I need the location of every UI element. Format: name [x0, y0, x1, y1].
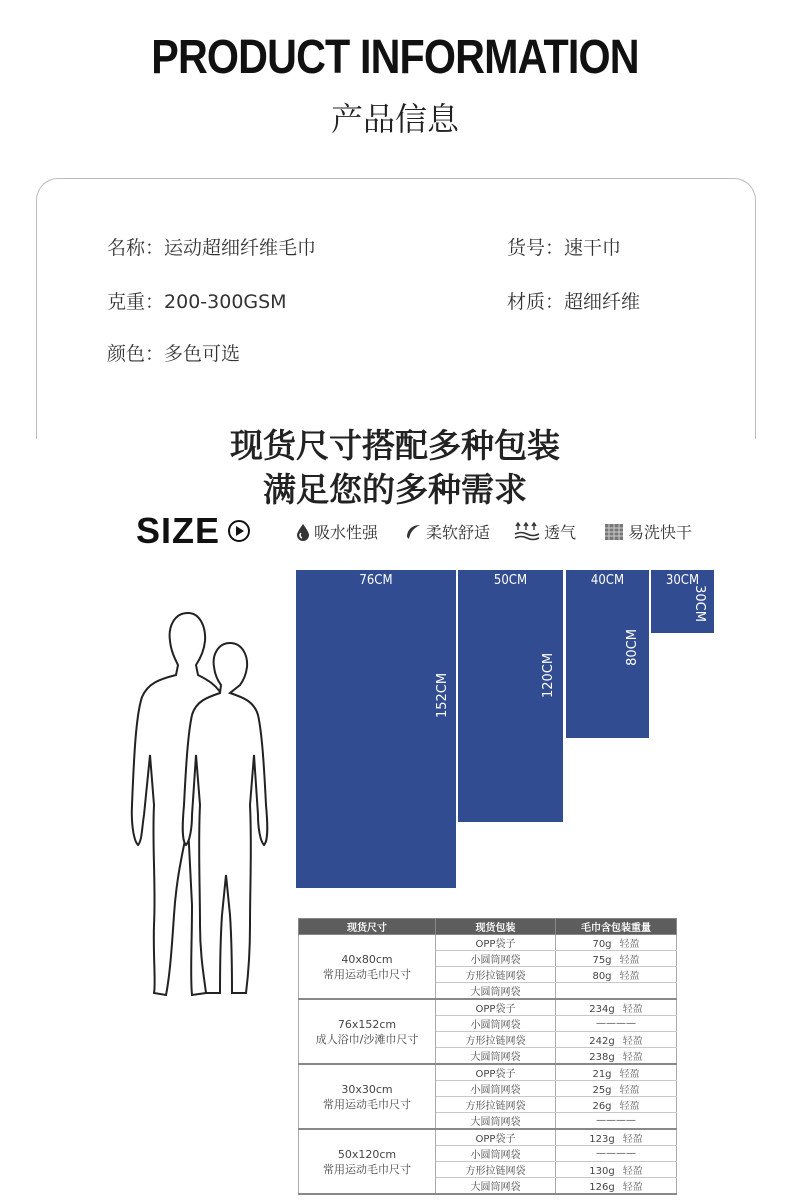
water-drop-icon: [296, 523, 310, 541]
pack-cell: 方形拉链网袋: [436, 1032, 556, 1048]
size-cell: 40x80cm 常用运动毛巾尺寸: [299, 935, 436, 1000]
pack-cell: 小圆筒网袋: [436, 1081, 556, 1097]
human-silhouettes: [126, 605, 286, 1000]
table-header-row: 现货尺寸 现货包装 毛巾含包装重量: [299, 919, 677, 935]
title-en: PRODUCT INFORMATION: [151, 31, 639, 84]
spec-material: 材质：超细纤维: [507, 291, 641, 313]
grid-icon: [604, 523, 624, 541]
size-title: SIZE: [136, 510, 221, 551]
weight-cell: [556, 983, 677, 1000]
pack-cell: OPP袋子: [436, 935, 556, 951]
towel-height-label: 30CM: [691, 585, 707, 622]
title-cn: 产品信息: [330, 100, 459, 138]
pack-cell: 大圆筒网袋: [436, 983, 556, 1000]
play-icon: [228, 520, 250, 542]
weight-cell: 75g 轻盈: [556, 951, 677, 967]
weight-cell: 234g 轻盈: [556, 999, 677, 1016]
weight-cell: 126g 轻盈: [556, 1178, 677, 1195]
pack-cell: OPP袋子: [436, 1129, 556, 1146]
packaging-table: [298, 918, 677, 1195]
spec-weight: 克重：200-300GSM: [107, 291, 287, 313]
slogan-line2: 满足您的多种需求: [263, 470, 527, 509]
pack-cell: 方形拉链网袋: [436, 1162, 556, 1178]
pack-cell: 大圆筒网袋: [436, 1178, 556, 1195]
table-row: [299, 999, 677, 1016]
weight-cell: 238g 轻盈: [556, 1048, 677, 1065]
towel-width-label: 50CM: [493, 573, 528, 588]
pack-cell: 大圆筒网袋: [436, 1048, 556, 1065]
weight-cell: 70g 轻盈: [556, 935, 677, 951]
pack-cell: 大圆筒网袋: [436, 1113, 556, 1130]
weight-cell: 242g 轻盈: [556, 1032, 677, 1048]
feature-quick-dry: 易洗快干: [604, 520, 692, 543]
pack-cell: 方形拉链网袋: [436, 1097, 556, 1113]
slogan-line1: 现货尺寸搭配多种包装: [230, 426, 560, 465]
towel-30x30: [651, 570, 714, 633]
weight-cell: ————: [556, 1146, 677, 1162]
pack-cell: OPP袋子: [436, 999, 556, 1016]
pack-cell: 小圆筒网袋: [436, 951, 556, 967]
spec-name: 名称：运动超细纤维毛巾: [107, 237, 317, 259]
weight-cell: 123g 轻盈: [556, 1129, 677, 1146]
table-row: [299, 935, 677, 951]
spec-color: 颜色：多色可选: [107, 343, 241, 365]
airflow-icon: [514, 522, 540, 542]
towel-width-label: 30CM: [665, 573, 700, 588]
feature-soft: 柔软舒适: [404, 520, 490, 543]
towel-50x120: [458, 570, 563, 822]
weight-cell: ————: [556, 1016, 677, 1032]
size-cell: 50x120cm 常用运动毛巾尺寸: [299, 1129, 436, 1194]
table-row: [299, 1064, 677, 1081]
feature-breathable: 透气: [514, 520, 576, 543]
spec-item-no: 货号：速干巾: [507, 237, 622, 259]
towel-height-label: 152CM: [435, 672, 451, 719]
feather-icon: [404, 523, 422, 541]
towel-width-label: 40CM: [590, 573, 625, 588]
towel-76x152: [296, 570, 456, 888]
towel-height-label: 120CM: [541, 652, 557, 699]
pack-cell: OPP袋子: [436, 1064, 556, 1081]
pack-cell: 小圆筒网袋: [436, 1016, 556, 1032]
weight-cell: 26g 轻盈: [556, 1097, 677, 1113]
size-cell: 76x152cm 成人浴巾/沙滩巾尺寸: [299, 999, 436, 1064]
weight-cell: 130g 轻盈: [556, 1162, 677, 1178]
size-cell: 30x30cm 常用运动毛巾尺寸: [299, 1064, 436, 1129]
feature-absorbent: 吸水性强: [296, 520, 378, 543]
weight-cell: ————: [556, 1113, 677, 1130]
weight-cell: 25g 轻盈: [556, 1081, 677, 1097]
towel-width-label: 76CM: [359, 573, 393, 588]
table-row: [299, 1129, 677, 1146]
towel-height-label: 80CM: [624, 629, 640, 666]
pack-cell: 小圆筒网袋: [436, 1146, 556, 1162]
product-info-card: [36, 178, 756, 439]
weight-cell: 21g 轻盈: [556, 1064, 677, 1081]
pack-cell: 方形拉链网袋: [436, 967, 556, 983]
towel-40x80: [566, 570, 649, 738]
weight-cell: 80g 轻盈: [556, 967, 677, 983]
